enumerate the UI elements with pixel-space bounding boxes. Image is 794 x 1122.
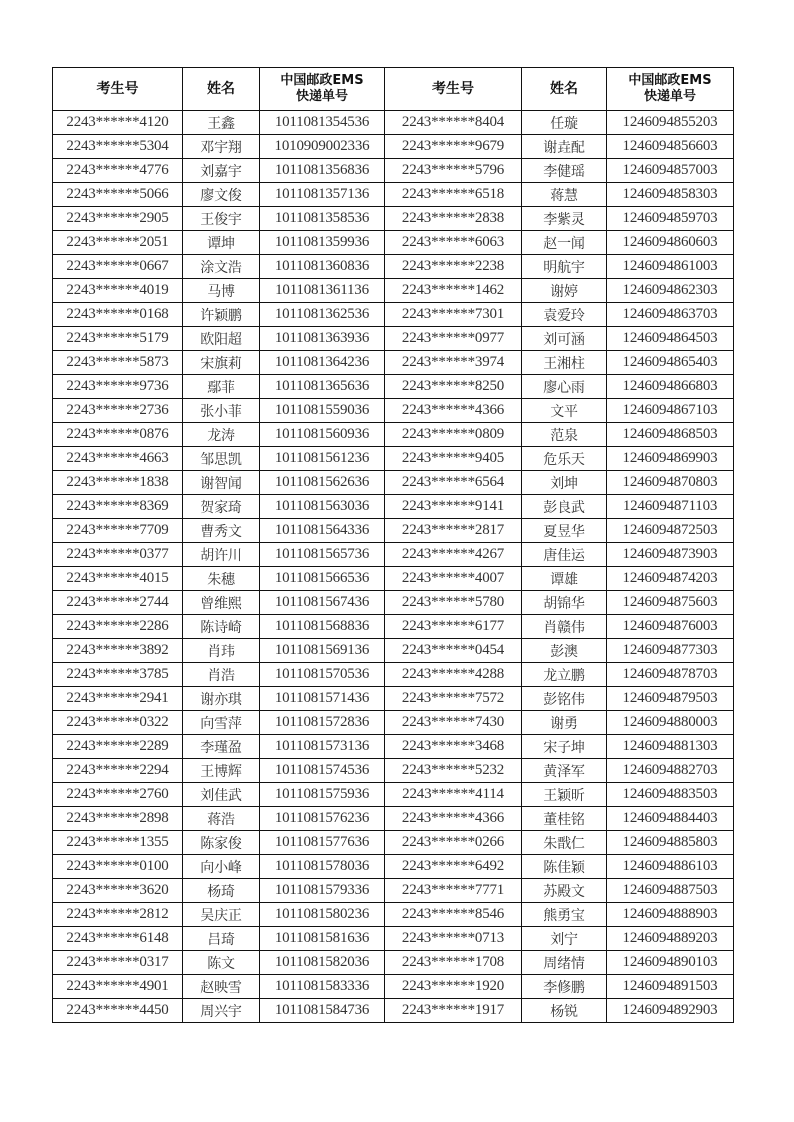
cell-ems-number-2: 1246094888903 <box>607 903 734 927</box>
cell-name: 王鑫 <box>183 111 260 135</box>
cell-exam-id: 2243******0317 <box>53 951 183 975</box>
table-row <box>53 951 734 975</box>
cell-name: 陈家俊 <box>183 831 260 855</box>
cell-ems-number-2: 1246094875603 <box>607 591 734 615</box>
cell-name: 王博辉 <box>183 759 260 783</box>
cell-name-2: 任璇 <box>522 111 607 135</box>
cell-name-2: 彭铭伟 <box>522 687 607 711</box>
cell-exam-id-2: 2243******6063 <box>385 231 522 255</box>
cell-name: 许颖鹏 <box>183 303 260 327</box>
table-row <box>53 279 734 303</box>
cell-exam-id-2: 2243******0454 <box>385 639 522 663</box>
cell-ems-number-2: 1246094869903 <box>607 447 734 471</box>
cell-name-2: 李修鹏 <box>522 975 607 999</box>
header-exam-id-2: 考生号 <box>385 68 522 111</box>
cell-ems-number: 1011081571436 <box>260 687 385 711</box>
cell-exam-id: 2243******4120 <box>53 111 183 135</box>
cell-name: 涂文浩 <box>183 255 260 279</box>
table-row <box>53 687 734 711</box>
table-row <box>53 639 734 663</box>
table-row <box>53 135 734 159</box>
cell-ems-number: 1011081580236 <box>260 903 385 927</box>
cell-exam-id: 2243******5066 <box>53 183 183 207</box>
table-row <box>53 519 734 543</box>
table-row <box>53 303 734 327</box>
cell-exam-id: 2243******2898 <box>53 807 183 831</box>
cell-name: 龙涛 <box>183 423 260 447</box>
cell-ems-number-2: 1246094870803 <box>607 471 734 495</box>
cell-ems-number: 1011081560936 <box>260 423 385 447</box>
table-row <box>53 111 734 135</box>
cell-exam-id: 2243******0876 <box>53 423 183 447</box>
table-row <box>53 807 734 831</box>
cell-exam-id: 2243******9736 <box>53 375 183 399</box>
cell-ems-number-2: 1246094863703 <box>607 303 734 327</box>
cell-exam-id-2: 2243******1708 <box>385 951 522 975</box>
cell-exam-id-2: 2243******8546 <box>385 903 522 927</box>
cell-ems-number: 1011081365636 <box>260 375 385 399</box>
cell-ems-number-2: 1246094879503 <box>607 687 734 711</box>
cell-exam-id-2: 2243******6177 <box>385 615 522 639</box>
cell-ems-number-2: 1246094861003 <box>607 255 734 279</box>
cell-ems-number: 1011081581636 <box>260 927 385 951</box>
cell-name: 向雪萍 <box>183 711 260 735</box>
cell-ems-number-2: 1246094867103 <box>607 399 734 423</box>
cell-exam-id: 2243******3892 <box>53 639 183 663</box>
table-row <box>53 999 734 1023</box>
cell-ems-number: 1011081565736 <box>260 543 385 567</box>
cell-exam-id: 2243******3785 <box>53 663 183 687</box>
cell-ems-number: 1011081576236 <box>260 807 385 831</box>
cell-exam-id-2: 2243******4267 <box>385 543 522 567</box>
cell-ems-number: 1011081359936 <box>260 231 385 255</box>
cell-exam-id: 2243******0100 <box>53 855 183 879</box>
table-row <box>53 447 734 471</box>
cell-ems-number-2: 1246094877303 <box>607 639 734 663</box>
table-row <box>53 783 734 807</box>
cell-ems-number: 1011081575936 <box>260 783 385 807</box>
cell-ems-number: 1011081582036 <box>260 951 385 975</box>
cell-ems-number-2: 1246094855203 <box>607 111 734 135</box>
cell-exam-id: 2243******2286 <box>53 615 183 639</box>
header-name-2: 姓名 <box>522 68 607 111</box>
cell-exam-id: 2243******2744 <box>53 591 183 615</box>
table-row <box>53 879 734 903</box>
cell-exam-id-2: 2243******7572 <box>385 687 522 711</box>
cell-name-2: 谭雄 <box>522 567 607 591</box>
cell-name: 吴庆正 <box>183 903 260 927</box>
cell-name: 陈文 <box>183 951 260 975</box>
cell-exam-id: 2243******0377 <box>53 543 183 567</box>
cell-name-2: 胡锦华 <box>522 591 607 615</box>
cell-ems-number: 1011081566536 <box>260 567 385 591</box>
cell-exam-id-2: 2243******0266 <box>385 831 522 855</box>
cell-ems-number-2: 1246094880003 <box>607 711 734 735</box>
header-ems-line1-2: 中国邮政EMS <box>628 73 712 88</box>
cell-exam-id-2: 2243******7301 <box>385 303 522 327</box>
cell-name: 刘嘉宇 <box>183 159 260 183</box>
cell-exam-id: 2243******4776 <box>53 159 183 183</box>
cell-exam-id: 2243******4019 <box>53 279 183 303</box>
cell-exam-id: 2243******6148 <box>53 927 183 951</box>
cell-name-2: 明航宇 <box>522 255 607 279</box>
cell-name-2: 熊勇宝 <box>522 903 607 927</box>
cell-ems-number: 1011081583336 <box>260 975 385 999</box>
cell-name-2: 李健瑶 <box>522 159 607 183</box>
cell-exam-id-2: 2243******8404 <box>385 111 522 135</box>
cell-name-2: 刘宁 <box>522 927 607 951</box>
cell-exam-id-2: 2243******4366 <box>385 807 522 831</box>
cell-exam-id-2: 2243******0809 <box>385 423 522 447</box>
cell-exam-id-2: 2243******2817 <box>385 519 522 543</box>
cell-ems-number: 1011081568836 <box>260 615 385 639</box>
cell-name-2: 危乐天 <box>522 447 607 471</box>
cell-exam-id: 2243******2294 <box>53 759 183 783</box>
cell-ems-number-2: 1246094865403 <box>607 351 734 375</box>
cell-ems-number-2: 1246094862303 <box>607 279 734 303</box>
cell-ems-number-2: 1246094892903 <box>607 999 734 1023</box>
cell-ems-number-2: 1246094891503 <box>607 975 734 999</box>
cell-name: 李瑾盈 <box>183 735 260 759</box>
cell-ems-number-2: 1246094872503 <box>607 519 734 543</box>
cell-exam-id: 2243******3620 <box>53 879 183 903</box>
cell-name: 廖文俊 <box>183 183 260 207</box>
cell-ems-number: 1011081561236 <box>260 447 385 471</box>
table-row <box>53 567 734 591</box>
cell-ems-number-2: 1246094889203 <box>607 927 734 951</box>
table-row <box>53 231 734 255</box>
header-row <box>53 68 734 111</box>
cell-ems-number-2: 1246094881303 <box>607 735 734 759</box>
cell-exam-id: 2243******0667 <box>53 255 183 279</box>
table-row <box>53 927 734 951</box>
cell-name-2: 杨锐 <box>522 999 607 1023</box>
table-row <box>53 711 734 735</box>
cell-exam-id: 2243******4663 <box>53 447 183 471</box>
cell-ems-number: 1011081363936 <box>260 327 385 351</box>
cell-ems-number-2: 1246094866803 <box>607 375 734 399</box>
table-row <box>53 903 734 927</box>
table-row <box>53 255 734 279</box>
cell-ems-number: 1011081562636 <box>260 471 385 495</box>
cell-ems-number: 1011081572836 <box>260 711 385 735</box>
cell-name: 朱穗 <box>183 567 260 591</box>
cell-ems-number: 1011081362536 <box>260 303 385 327</box>
table-row <box>53 495 734 519</box>
table-row <box>53 399 734 423</box>
cell-name-2: 谢勇 <box>522 711 607 735</box>
cell-name: 蒋浩 <box>183 807 260 831</box>
cell-name: 曹秀文 <box>183 519 260 543</box>
cell-name: 肖浩 <box>183 663 260 687</box>
cell-ems-number-2: 1246094874203 <box>607 567 734 591</box>
table-row <box>53 735 734 759</box>
cell-name-2: 袁爱玲 <box>522 303 607 327</box>
cell-name-2: 廖心雨 <box>522 375 607 399</box>
cell-name: 马博 <box>183 279 260 303</box>
cell-name-2: 王颖昕 <box>522 783 607 807</box>
cell-ems-number-2: 1246094884403 <box>607 807 734 831</box>
cell-ems-number-2: 1246094882703 <box>607 759 734 783</box>
cell-ems-number: 1011081567436 <box>260 591 385 615</box>
cell-exam-id: 2243******2760 <box>53 783 183 807</box>
cell-ems-number: 1011081577636 <box>260 831 385 855</box>
cell-name: 鄢菲 <box>183 375 260 399</box>
table-row <box>53 975 734 999</box>
cell-exam-id-2: 2243******7430 <box>385 711 522 735</box>
cell-ems-number-2: 1246094859703 <box>607 207 734 231</box>
cell-exam-id-2: 2243******4007 <box>385 567 522 591</box>
cell-name-2: 黄泽军 <box>522 759 607 783</box>
cell-exam-id: 2243******2941 <box>53 687 183 711</box>
header-ems-line2: 快递单号 <box>295 89 348 104</box>
cell-name-2: 刘可涵 <box>522 327 607 351</box>
cell-exam-id-2: 2243******3974 <box>385 351 522 375</box>
cell-exam-id: 2243******0322 <box>53 711 183 735</box>
table-row <box>53 591 734 615</box>
cell-exam-id-2: 2243******6518 <box>385 183 522 207</box>
cell-name: 杨琦 <box>183 879 260 903</box>
cell-ems-number: 1010909002336 <box>260 135 385 159</box>
cell-exam-id: 2243******2736 <box>53 399 183 423</box>
table-row <box>53 471 734 495</box>
cell-exam-id-2: 2243******6492 <box>385 855 522 879</box>
cell-name-2: 朱戬仁 <box>522 831 607 855</box>
cell-name: 曾维熙 <box>183 591 260 615</box>
cell-ems-number: 1011081578036 <box>260 855 385 879</box>
cell-exam-id: 2243******1838 <box>53 471 183 495</box>
header-ems-line1: 中国邮政EMS <box>280 73 364 88</box>
table-row <box>53 663 734 687</box>
cell-name: 谭坤 <box>183 231 260 255</box>
cell-name: 吕琦 <box>183 927 260 951</box>
table-row <box>53 327 734 351</box>
cell-name-2: 宋子坤 <box>522 735 607 759</box>
cell-ems-number: 1011081354536 <box>260 111 385 135</box>
cell-name-2: 肖赣伟 <box>522 615 607 639</box>
cell-name: 刘佳武 <box>183 783 260 807</box>
cell-exam-id-2: 2243******1917 <box>385 999 522 1023</box>
cell-ems-number: 1011081579336 <box>260 879 385 903</box>
cell-name: 周兴宇 <box>183 999 260 1023</box>
ems-tracking-table <box>52 67 734 1023</box>
cell-exam-id-2: 2243******1462 <box>385 279 522 303</box>
cell-exam-id: 2243******5304 <box>53 135 183 159</box>
table-row <box>53 759 734 783</box>
cell-name: 贺家琦 <box>183 495 260 519</box>
cell-name-2: 谢垚配 <box>522 135 607 159</box>
cell-ems-number-2: 1246094887503 <box>607 879 734 903</box>
cell-name: 赵映雪 <box>183 975 260 999</box>
cell-name-2: 谢婷 <box>522 279 607 303</box>
cell-ems-number: 1011081569136 <box>260 639 385 663</box>
cell-ems-number-2: 1246094860603 <box>607 231 734 255</box>
cell-exam-id-2: 2243******9141 <box>385 495 522 519</box>
cell-exam-id: 2243******4450 <box>53 999 183 1023</box>
cell-exam-id: 2243******1355 <box>53 831 183 855</box>
cell-ems-number-2: 1246094876003 <box>607 615 734 639</box>
cell-name-2: 苏殿文 <box>522 879 607 903</box>
cell-exam-id: 2243******7709 <box>53 519 183 543</box>
cell-ems-number: 1011081573136 <box>260 735 385 759</box>
cell-exam-id: 2243******2289 <box>53 735 183 759</box>
cell-ems-number-2: 1246094883503 <box>607 783 734 807</box>
cell-exam-id: 2243******4015 <box>53 567 183 591</box>
table-row <box>53 351 734 375</box>
cell-name-2: 董桂铭 <box>522 807 607 831</box>
cell-exam-id-2: 2243******9679 <box>385 135 522 159</box>
cell-ems-number-2: 1246094873903 <box>607 543 734 567</box>
table-row <box>53 183 734 207</box>
cell-exam-id-2: 2243******2838 <box>385 207 522 231</box>
cell-name: 谢亦琪 <box>183 687 260 711</box>
table-body <box>53 111 734 1023</box>
cell-name: 向小峰 <box>183 855 260 879</box>
cell-exam-id-2: 2243******7771 <box>385 879 522 903</box>
table-row <box>53 375 734 399</box>
cell-ems-number: 1011081364236 <box>260 351 385 375</box>
cell-exam-id-2: 2243******4288 <box>385 663 522 687</box>
cell-ems-number-2: 1246094864503 <box>607 327 734 351</box>
cell-ems-number-2: 1246094868503 <box>607 423 734 447</box>
cell-exam-id: 2243******2051 <box>53 231 183 255</box>
cell-name: 邓宇翔 <box>183 135 260 159</box>
cell-ems-number-2: 1246094857003 <box>607 159 734 183</box>
cell-ems-number-2: 1246094858303 <box>607 183 734 207</box>
cell-exam-id-2: 2243******2238 <box>385 255 522 279</box>
cell-exam-id-2: 2243******9405 <box>385 447 522 471</box>
cell-name-2: 李紫灵 <box>522 207 607 231</box>
cell-ems-number-2: 1246094871103 <box>607 495 734 519</box>
cell-ems-number: 1011081360836 <box>260 255 385 279</box>
cell-exam-id-2: 2243******5796 <box>385 159 522 183</box>
cell-name-2: 文平 <box>522 399 607 423</box>
cell-name-2: 周绪情 <box>522 951 607 975</box>
cell-name: 欧阳超 <box>183 327 260 351</box>
cell-exam-id: 2243******5873 <box>53 351 183 375</box>
cell-ems-number: 1011081357136 <box>260 183 385 207</box>
header-ems-line2-2: 快递单号 <box>643 89 696 104</box>
cell-name-2: 唐佳运 <box>522 543 607 567</box>
cell-ems-number: 1011081563036 <box>260 495 385 519</box>
cell-exam-id: 2243******8369 <box>53 495 183 519</box>
cell-name-2: 赵一闻 <box>522 231 607 255</box>
cell-name: 宋旗莉 <box>183 351 260 375</box>
cell-ems-number: 1011081574536 <box>260 759 385 783</box>
cell-name: 胡许川 <box>183 543 260 567</box>
cell-exam-id-2: 2243******1920 <box>385 975 522 999</box>
cell-exam-id-2: 2243******4114 <box>385 783 522 807</box>
cell-ems-number: 1011081356836 <box>260 159 385 183</box>
cell-exam-id: 2243******2905 <box>53 207 183 231</box>
cell-name-2: 蒋慧 <box>522 183 607 207</box>
header-exam-id: 考生号 <box>53 68 183 111</box>
cell-name-2: 刘坤 <box>522 471 607 495</box>
table-row <box>53 159 734 183</box>
cell-name-2: 龙立鹏 <box>522 663 607 687</box>
cell-exam-id-2: 2243******0977 <box>385 327 522 351</box>
cell-name: 王俊宇 <box>183 207 260 231</box>
cell-exam-id-2: 2243******8250 <box>385 375 522 399</box>
cell-name-2: 陈佳颖 <box>522 855 607 879</box>
cell-ems-number-2: 1246094886103 <box>607 855 734 879</box>
cell-exam-id-2: 2243******5780 <box>385 591 522 615</box>
table-row <box>53 615 734 639</box>
cell-exam-id-2: 2243******0713 <box>385 927 522 951</box>
header-ems-number-2 <box>607 68 734 111</box>
table-row <box>53 423 734 447</box>
cell-ems-number-2: 1246094856603 <box>607 135 734 159</box>
cell-name-2: 王湘柱 <box>522 351 607 375</box>
table-row <box>53 207 734 231</box>
cell-name-2: 范泉 <box>522 423 607 447</box>
cell-name: 谢智闻 <box>183 471 260 495</box>
table-row <box>53 831 734 855</box>
cell-exam-id: 2243******5179 <box>53 327 183 351</box>
cell-name: 陈诗崎 <box>183 615 260 639</box>
cell-exam-id-2: 2243******5232 <box>385 759 522 783</box>
cell-ems-number-2: 1246094878703 <box>607 663 734 687</box>
cell-exam-id-2: 2243******3468 <box>385 735 522 759</box>
cell-ems-number: 1011081361136 <box>260 279 385 303</box>
header-ems-number <box>260 68 385 111</box>
cell-exam-id: 2243******0168 <box>53 303 183 327</box>
cell-name: 肖玮 <box>183 639 260 663</box>
cell-exam-id: 2243******2812 <box>53 903 183 927</box>
header-name: 姓名 <box>183 68 260 111</box>
cell-exam-id-2: 2243******6564 <box>385 471 522 495</box>
cell-ems-number-2: 1246094885803 <box>607 831 734 855</box>
cell-ems-number-2: 1246094890103 <box>607 951 734 975</box>
cell-name-2: 彭澳 <box>522 639 607 663</box>
cell-ems-number: 1011081559036 <box>260 399 385 423</box>
cell-name-2: 夏昱华 <box>522 519 607 543</box>
cell-ems-number: 1011081584736 <box>260 999 385 1023</box>
table-row <box>53 543 734 567</box>
cell-ems-number: 1011081564336 <box>260 519 385 543</box>
cell-exam-id: 2243******4901 <box>53 975 183 999</box>
cell-ems-number: 1011081358536 <box>260 207 385 231</box>
cell-exam-id-2: 2243******4366 <box>385 399 522 423</box>
cell-name: 邹思凯 <box>183 447 260 471</box>
table-row <box>53 855 734 879</box>
cell-ems-number: 1011081570536 <box>260 663 385 687</box>
cell-name-2: 彭良武 <box>522 495 607 519</box>
cell-name: 张小菲 <box>183 399 260 423</box>
